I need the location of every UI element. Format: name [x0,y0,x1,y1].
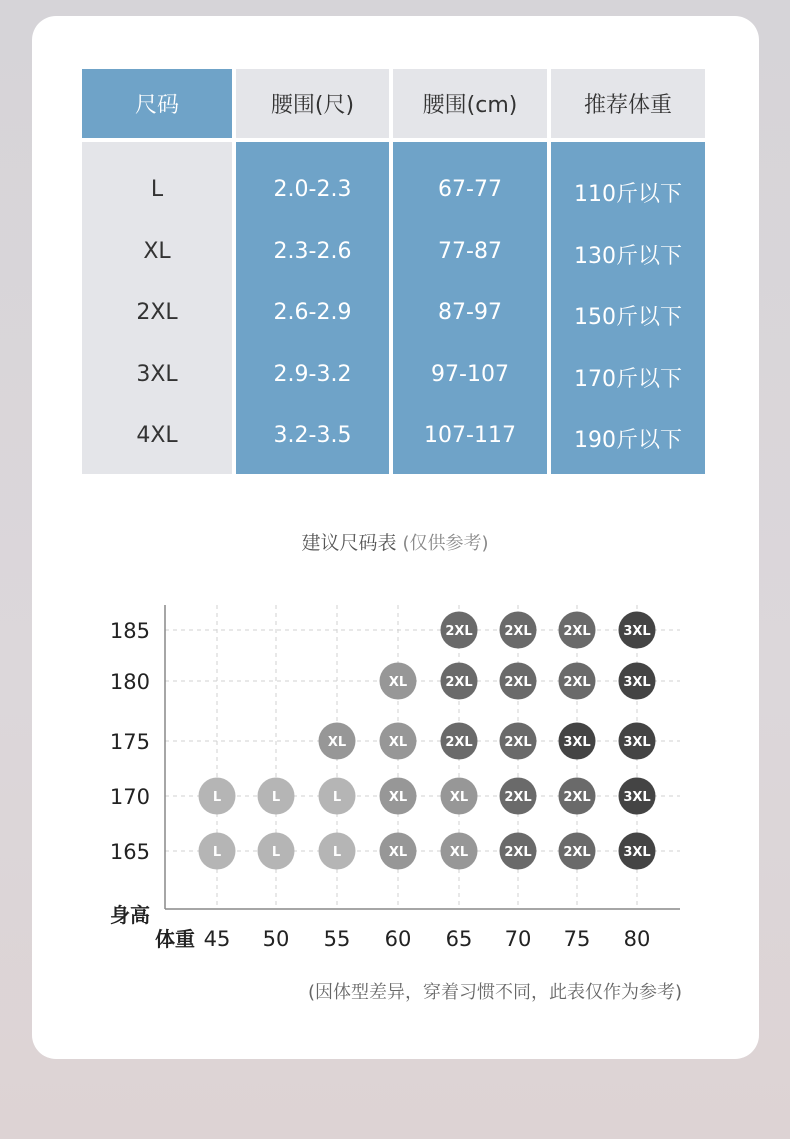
table-cell: 87-97 [438,300,502,325]
table-cell: 150斤以下 [574,305,682,330]
size-point-label: L [212,845,222,860]
size-point-label: 3XL [563,735,591,750]
header-weight: 推荐体重 [551,69,705,138]
size-point-label: 2XL [563,624,591,639]
size-point-label: L [271,845,281,860]
header-waist-cm: 腰围(cm) [393,69,547,138]
footnote: (因体型差异，穿着习惯不同，此表仅作为参考) [307,982,682,1003]
size-point-label: 2XL [504,790,532,805]
x-tick-label: 65 [445,927,473,951]
size-point-label: 2XL [504,624,532,639]
y-axis-label: 身高 [110,903,150,927]
column-weight [551,142,705,474]
x-tick-label: 55 [323,927,351,951]
x-axis-label: 体重 [155,927,195,951]
table-cell: 107-117 [424,423,516,448]
x-tick-label: 75 [563,927,591,951]
size-point-label: L [332,845,342,860]
size-point-label: 2XL [445,624,473,639]
x-tick-label: 70 [504,927,532,951]
table-cell: 3XL [136,362,178,387]
size-point-label: 3XL [623,790,651,805]
size-point-label: 3XL [623,735,651,750]
size-point-label: 2XL [445,675,473,690]
column-size [82,142,232,474]
table-cell: XL [143,239,171,264]
table-cell: 2.6-2.9 [273,300,352,325]
table-cell: 2.3-2.6 [273,239,352,264]
chart-title-sub: (仅供参考) [402,533,489,554]
chart-title-main: 建议尺码表 [301,532,397,554]
table-cell: 3.2-3.5 [273,423,352,448]
size-point-label: 2XL [563,845,591,860]
column-waist-chi [236,142,389,474]
size-point-label: 2XL [504,735,532,750]
size-point-label: XL [449,790,469,805]
size-point-label: XL [388,790,408,805]
table-cell: 130斤以下 [574,244,682,269]
y-tick-label: 165 [109,840,150,864]
size-point-label: L [271,790,281,805]
table-cell: 2.0-2.3 [273,177,352,202]
size-point-label: 3XL [623,845,651,860]
table-cell: 190斤以下 [574,428,682,453]
table-cell: 97-107 [431,362,509,387]
table-cell: 110斤以下 [574,182,682,207]
header-waist-chi: 腰围(尺) [236,69,389,138]
y-tick-label: 180 [109,670,150,694]
size-point-label: XL [388,735,408,750]
size-point-label: 2XL [504,845,532,860]
size-point-label: 2XL [563,675,591,690]
size-point-label: 2XL [563,790,591,805]
column-waist-cm [393,142,547,474]
table-cell: 170斤以下 [574,367,682,392]
table-cell: L [150,177,164,202]
size-point-label: 2XL [504,675,532,690]
table-cell: 4XL [136,423,178,448]
size-point-label: XL [388,675,408,690]
size-table [82,69,705,474]
y-tick-label: 185 [109,619,150,643]
size-recommendation-chart [0,590,790,960]
table-cell: 2XL [136,300,178,325]
x-tick-label: 50 [262,927,290,951]
x-tick-label: 45 [203,927,231,951]
x-tick-label: 80 [623,927,651,951]
size-point-label: XL [388,845,408,860]
size-point-label: L [332,790,342,805]
chart-title [0,528,790,555]
table-cell: 2.9-3.2 [273,362,352,387]
header-size: 尺码 [82,69,232,138]
x-tick-label: 60 [384,927,412,951]
table-cell: 67-77 [438,177,502,202]
y-tick-label: 170 [109,785,150,809]
y-tick-label: 175 [109,730,150,754]
size-point-label: L [212,790,222,805]
size-point-label: 3XL [623,624,651,639]
table-cell: 77-87 [438,239,502,264]
size-point-label: 3XL [623,675,651,690]
size-point-label: XL [327,735,347,750]
size-point-label: XL [449,845,469,860]
size-point-label: 2XL [445,735,473,750]
